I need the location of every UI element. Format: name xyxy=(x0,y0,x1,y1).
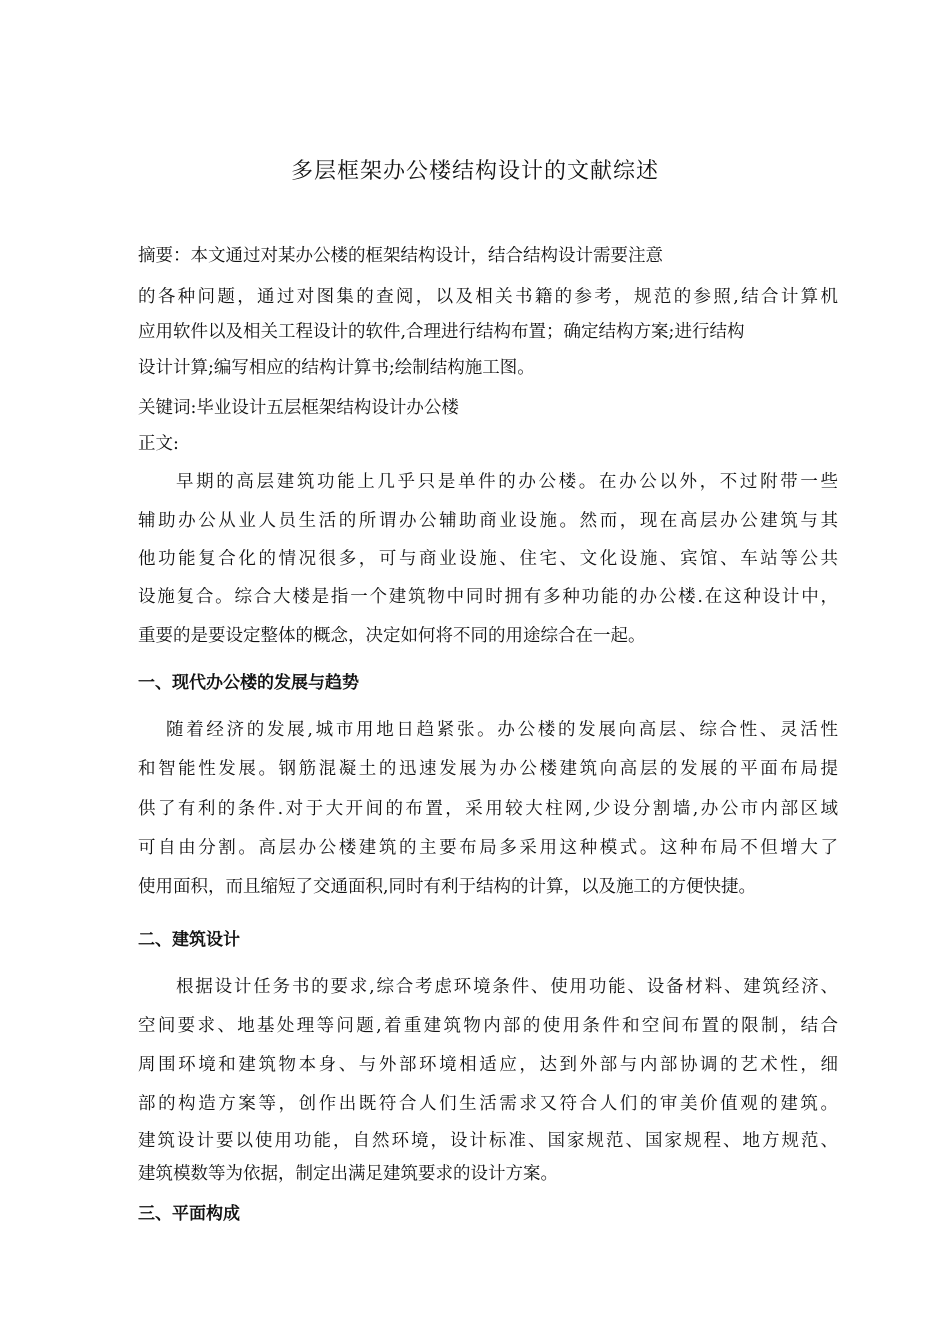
paragraph-line: 重要的是要设定整体的概念，决定如何将不同的用途综合在一起。 xyxy=(138,626,646,646)
paragraph-line: 使用面积，而且缩短了交通面积,同时有利于结构的计算，以及施工的方便快捷。 xyxy=(138,877,757,897)
paragraph-line: 辅助办公从业人员生活的所谓办公辅助商业设施。然而，现在高层办公建筑与其 xyxy=(138,511,838,531)
paragraph-line: 供了有利的条件.对于大开间的布置，采用较大柱网,少设分割墙,办公市内部区域 xyxy=(138,799,838,819)
paragraph-line: 可自由分割。高层办公楼建筑的主要布局多采用这种模式。这种布局不但增大了 xyxy=(138,838,838,858)
section-heading: 二、建筑设计 xyxy=(138,930,240,950)
abstract-line: 摘要：本文通过对某办公楼的框架结构设计，结合结构设计需要注意 xyxy=(138,246,663,266)
abstract-line: 应用软件以及相关工程设计的软件,合理进行结构布置；确定结构方案;进行结构 xyxy=(138,322,745,342)
section-heading: 一、现代办公楼的发展与趋势 xyxy=(138,673,359,693)
paragraph-line: 部的构造方案等，创作出既符合人们生活需求又符合人们的审美价值观的建筑。 xyxy=(138,1094,838,1114)
paragraph-line: 根据设计任务书的要求,综合考虑环境条件、使用功能、设备材料、建筑经济、 xyxy=(176,977,838,997)
paragraph-line: 他功能复合化的情况很多，可与商业设施、住宅、文化设施、宾馆、车站等公共 xyxy=(138,549,838,569)
paragraph-line: 空间要求、地基处理等问题,着重建筑物内部的使用条件和空间布置的限制，结合 xyxy=(138,1016,838,1036)
paragraph-line: 建筑模数等为依据，制定出满足建筑要求的设计方案。 xyxy=(138,1164,558,1184)
paragraph-line: 设施复合。综合大楼是指一个建筑物中同时拥有多种功能的办公楼.在这种设计中， xyxy=(138,587,838,607)
body-label: 正文: xyxy=(138,434,179,454)
document-title: 多层框架办公楼结构设计的文献综述 xyxy=(290,159,659,184)
paragraph-line: 早期的高层建筑功能上几乎只是单件的办公楼。在办公以外，不过附带一些 xyxy=(176,472,838,492)
paragraph-line: 周围环境和建筑物本身、与外部环境相适应，达到外部与内部协调的艺术性，细 xyxy=(138,1055,838,1075)
abstract-line: 设计计算;编写相应的结构计算书;绘制结构施工图。 xyxy=(138,358,535,378)
paragraph-line: 和智能性发展。钢筋混凝土的迅速发展为办公楼建筑向高层的发展的平面布局提 xyxy=(138,759,838,779)
abstract-line: 的各种问题，通过对图集的查阅，以及相关书籍的参考，规范的参照,结合计算机 xyxy=(138,287,838,307)
paragraph-line: 建筑设计要以使用功能，自然环境，设计标准、国家规范、国家规程、地方规范、 xyxy=(138,1131,838,1151)
paragraph-line: 随着经济的发展,城市用地日趋紧张。办公楼的发展向高层、综合性、灵活性 xyxy=(166,720,838,740)
section-heading: 三、平面构成 xyxy=(138,1204,240,1224)
keywords: 关键词:毕业设计五层框架结构设计办公楼 xyxy=(138,398,459,418)
